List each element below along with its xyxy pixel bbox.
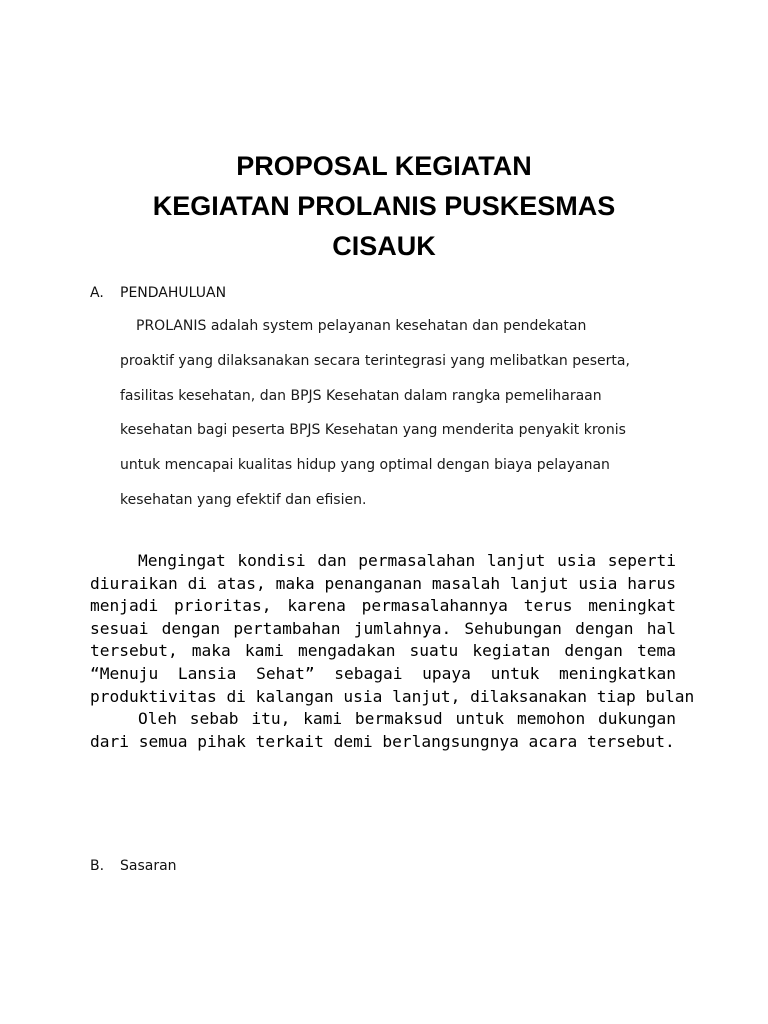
intro-line: kesehatan yang efektif dan efisien. bbox=[120, 491, 367, 508]
paragraph-line: “Menuju Lansia Sehat” sebagai upaya untuk meningkatkan bbox=[90, 663, 676, 683]
document-title bbox=[60, 146, 708, 266]
intro-line: untuk mencapai kualitas hidup yang optimal dengan biaya pelayanan bbox=[120, 457, 610, 474]
intro-line: fasilitas kesehatan, dan BPJS Kesehatan dalam rangka pemeliharaan bbox=[120, 387, 602, 404]
title-line: CISAUK bbox=[332, 231, 436, 261]
paragraph-line: sesuai dengan pertambahan jumlahnya. Sehubungan dengan hal bbox=[90, 618, 676, 638]
paragraph-line: Oleh sebab itu, kami bermaksud untuk memohon dukungan bbox=[138, 709, 676, 729]
section-label: PENDAHULUAN bbox=[120, 285, 227, 301]
title-line: PROPOSAL KEGIATAN bbox=[236, 151, 532, 181]
section-heading-pendahuluan bbox=[90, 284, 226, 302]
section-marker: A. bbox=[90, 285, 104, 301]
paragraph-line: menjadi prioritas, karena permasalahannya terus meningkat bbox=[90, 596, 676, 616]
paragraph-line: tersebut, maka kami mengadakan suatu kegiatan dengan tema bbox=[90, 641, 676, 661]
intro-paragraph bbox=[120, 317, 680, 526]
title-line: KEGIATAN PROLANIS PUSKESMAS bbox=[152, 191, 616, 221]
intro-line: proaktif yang dilaksanakan secara terintegrasi yang melibatkan peserta, bbox=[120, 352, 630, 369]
paragraph-line: Mengingat kondisi dan permasalahan lanjut usia seperti bbox=[138, 551, 676, 570]
paragraph-line: diuraikan di atas, maka penanganan masalah lanjut usia harus bbox=[90, 573, 676, 593]
section-heading-sasaran bbox=[90, 857, 177, 875]
paragraph-line: dari semua pihak terkait demi berlangsungnya acara tersebut. bbox=[90, 731, 675, 751]
paragraph-line: produktivitas di kalangan usia lanjut, dilaksanakan tiap bulan bbox=[90, 686, 695, 706]
intro-line: kesehatan bagi peserta BPJS Kesehatan yang menderita penyakit kronis bbox=[120, 422, 626, 439]
section-label: Sasaran bbox=[120, 858, 177, 874]
section-marker: B. bbox=[90, 858, 105, 874]
intro-line: PROLANIS adalah system pelayanan kesehatan dan pendekatan bbox=[136, 318, 587, 334]
body-paragraphs bbox=[90, 550, 695, 753]
